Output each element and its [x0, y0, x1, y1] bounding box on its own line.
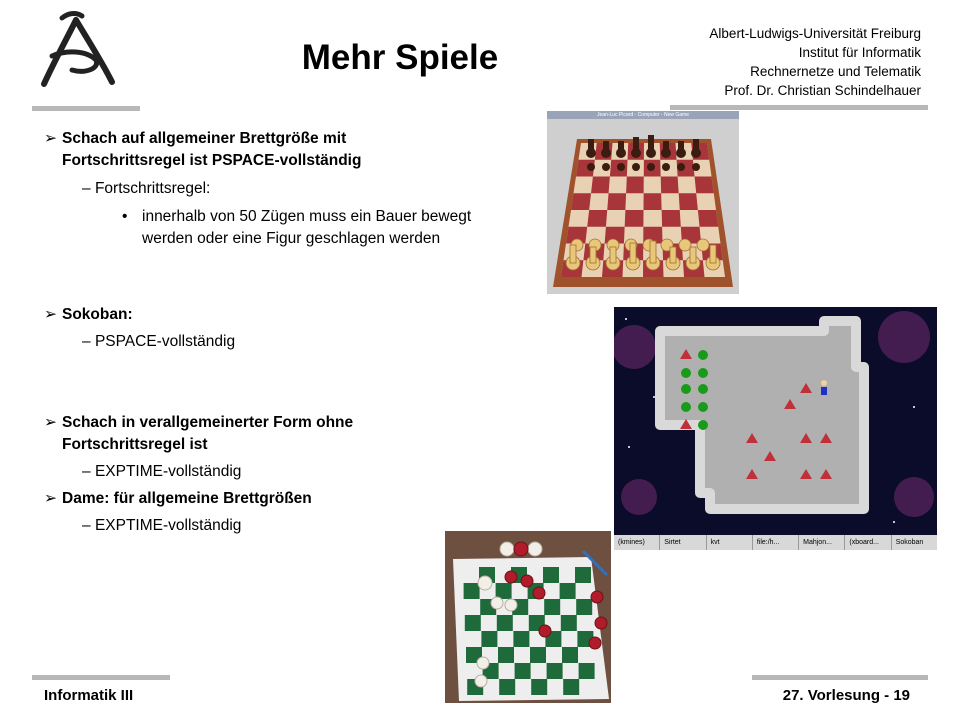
checkers-dark-square	[563, 679, 579, 695]
checkers-dark-square	[498, 647, 514, 663]
checkers-dark-square	[547, 663, 563, 679]
footer-course: Informatik III	[44, 687, 134, 704]
checkers-dark-square	[481, 631, 497, 647]
university-logo	[36, 10, 120, 92]
chess-dark-square	[625, 210, 644, 227]
chess-dark-square	[626, 177, 644, 194]
checkers-dark-square	[561, 615, 577, 631]
bullet-generalized-chess: ➢ Schach in verallgemeinerter Form ohne Fortschrittsregel ist	[44, 414, 354, 453]
checkers-dark-square	[499, 679, 515, 695]
checkers-dark-square	[562, 647, 578, 663]
checkers-dark-square	[579, 663, 595, 679]
checkers-dark-square	[576, 599, 592, 615]
checkers-drawing	[445, 531, 611, 703]
bullet-sokoban: ➢ Sokoban:	[44, 304, 133, 326]
chess-dark-square	[695, 177, 714, 194]
checkers-dark-square	[530, 647, 546, 663]
checkers-dark-square	[544, 599, 560, 615]
sub-bullet-progress-rule: – Fortschrittsregel:	[82, 180, 211, 197]
taskbar-item[interactable]: (xboard...	[845, 535, 891, 550]
institution-block	[709, 24, 921, 100]
taskbar-item[interactable]: Mahjon...	[799, 535, 845, 550]
sub-bullet-chess-exptime: – EXPTIME-vollständig	[82, 463, 242, 480]
chess-dark-square	[662, 210, 681, 227]
divider-top-left	[32, 106, 140, 111]
taskbar	[614, 535, 937, 550]
chess-board-drawing	[547, 119, 739, 294]
taskbar-item[interactable]: (kmines)	[614, 535, 660, 550]
checkers-dark-square	[497, 615, 513, 631]
checkers-dark-square	[465, 615, 481, 631]
checkers-dark-square	[513, 631, 529, 647]
bullet-checkers: ➢ Dame: für allgemeine Brettgrößen	[44, 488, 312, 510]
checkers-dark-square	[464, 583, 480, 599]
sub-bullet-sokoban-pspace: – PSPACE-vollständig	[82, 333, 236, 350]
chess-dark-square	[679, 193, 698, 210]
chess-dark-square	[587, 210, 607, 227]
taskbar-item[interactable]: Sokoban	[895, 539, 924, 546]
dash-marker: –	[82, 333, 91, 350]
taskbar-item[interactable]: file:/h...	[753, 535, 799, 550]
chess-dark-square	[607, 193, 626, 210]
checkers-dark-square	[543, 567, 559, 583]
taskbar-item[interactable]: kvt	[707, 535, 753, 550]
chess-dark-square	[661, 177, 679, 194]
chess-dark-square	[644, 193, 662, 210]
sokoban-drawing	[614, 307, 937, 535]
divider-top-right	[670, 105, 928, 110]
arrow-bullet-icon: ➢	[44, 490, 57, 507]
bullet-chess-pspace: ➢ Schach auf allgemeiner Brettgröße mit Fortschrittsregel ist PSPACE-vollständig	[44, 130, 362, 169]
sub-bullet-checkers-exptime: – EXPTIME-vollständig	[82, 517, 242, 534]
checkers-dark-square	[575, 567, 591, 583]
divider-bottom-right	[752, 675, 928, 680]
arrow-bullet-icon: ➢	[44, 306, 57, 323]
checkers-dark-square	[560, 583, 576, 599]
sokoban-image	[614, 307, 937, 550]
institution-line: Institut für Informatik	[798, 45, 921, 60]
dash-marker: –	[82, 463, 91, 480]
arrow-bullet-icon: ➢	[44, 130, 57, 147]
dash-marker: –	[82, 180, 91, 197]
arrow-bullet-icon: ➢	[44, 414, 57, 431]
chess-dark-square	[571, 193, 591, 210]
institution-line: Prof. Dr. Christian Schindelhauer	[724, 83, 921, 98]
dash-marker: –	[82, 517, 91, 534]
chess-dark-square	[591, 177, 610, 194]
checkers-photo	[445, 531, 611, 703]
divider-bottom-left	[32, 675, 170, 680]
institution-line: Albert-Ludwigs-Universität Freiburg	[709, 26, 921, 41]
institution-line: Rechnernetze und Telematik	[750, 64, 921, 79]
footer-lecture-page: 27. Vorlesung - 19	[782, 687, 910, 704]
chess-board-image	[547, 111, 739, 294]
chess-dark-square	[698, 210, 718, 227]
taskbar-item[interactable]: Sirtet	[660, 535, 706, 550]
subsub-bullet-50-moves: • innerhalb von 50 Zügen muss ein Bauer bewegt werden oder eine Figur geschlagen werden	[122, 208, 472, 247]
slide-title: Mehr Spiele	[301, 38, 499, 77]
player-icon	[821, 380, 827, 395]
checkers-dark-square	[515, 663, 531, 679]
checkers-dark-square	[531, 679, 547, 695]
chess-window-titlebar: Jean-Luc Picard - Computer - New Game	[547, 111, 739, 119]
dot-marker: •	[122, 208, 128, 225]
